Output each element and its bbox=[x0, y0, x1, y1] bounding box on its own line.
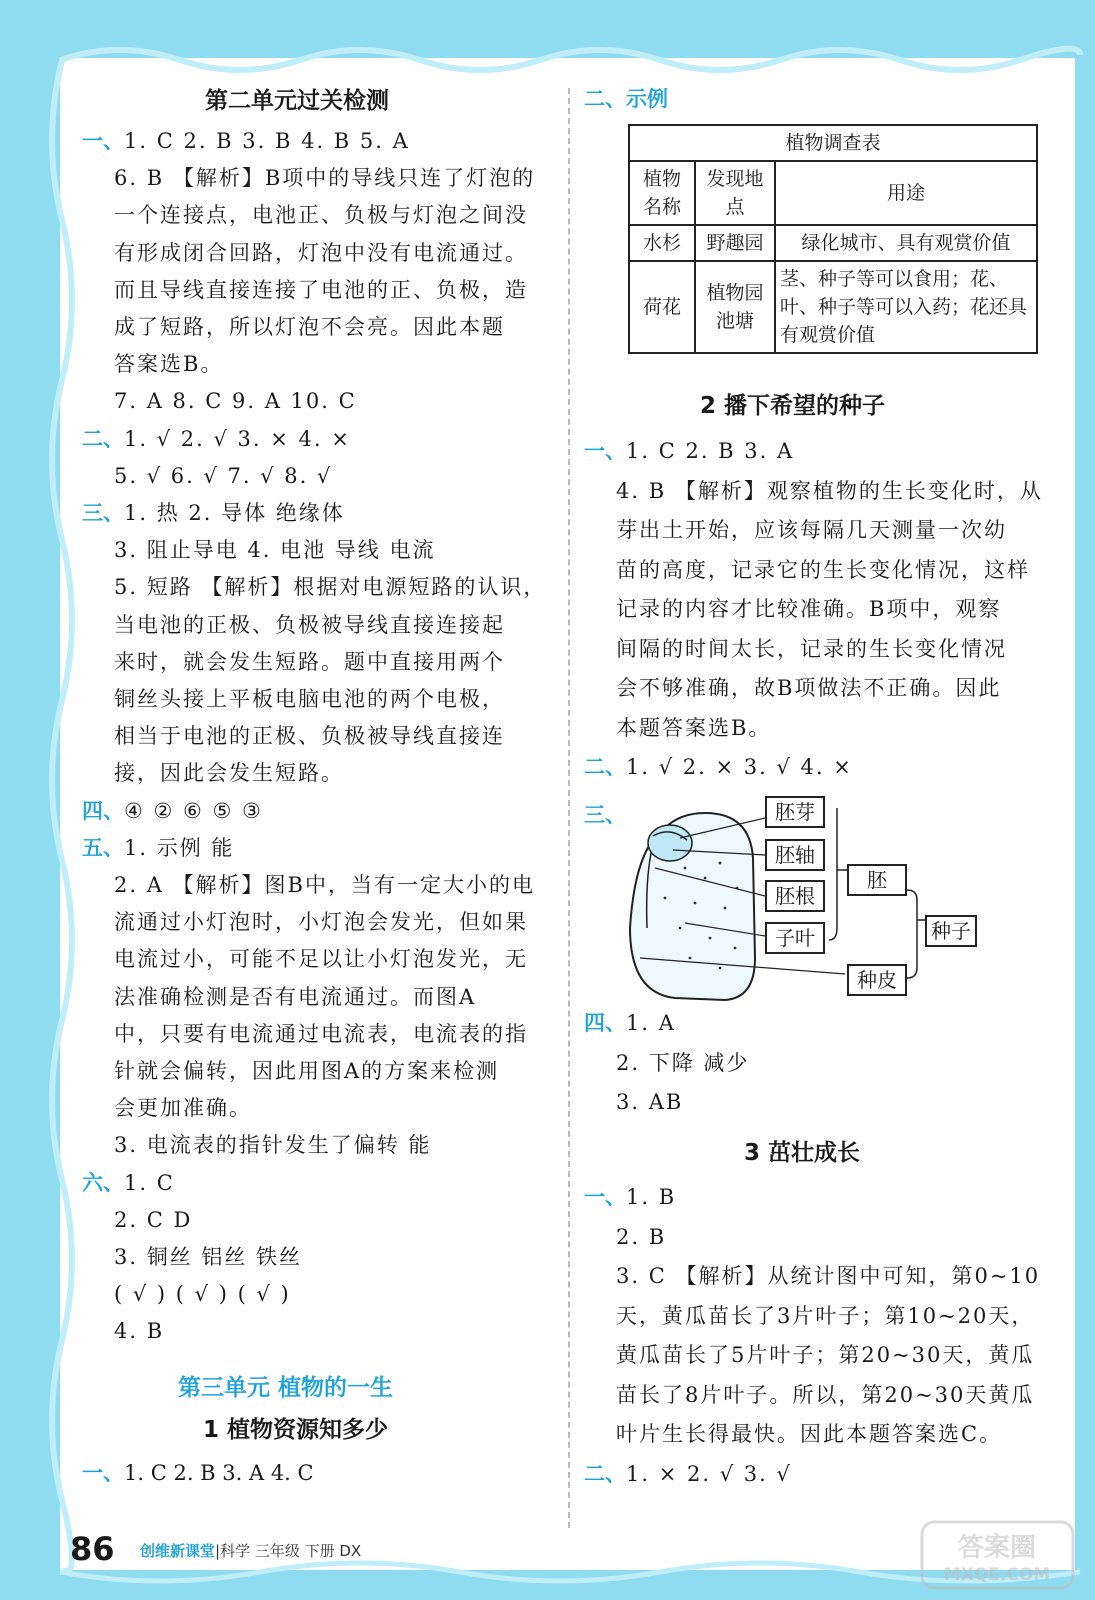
answer-text: 铜丝头接上平板电脑电池的两个电极， bbox=[114, 687, 505, 711]
answer-line bbox=[114, 163, 535, 193]
answer-line bbox=[114, 610, 505, 640]
plant-survey-table bbox=[628, 124, 1038, 354]
answer-text: 1. 热 2. 导体 绝缘体 bbox=[124, 501, 345, 525]
answer-text: 7. A 8. C 9. A 10. C bbox=[114, 389, 357, 414]
answer-text: 电流过小，可能不足以让小灯泡发光，无 bbox=[114, 947, 528, 972]
answer-text: 相当于电池的正极、负极被导线直接连 bbox=[114, 724, 505, 749]
answer-line bbox=[114, 535, 435, 565]
table-cell: 植物园池塘 bbox=[695, 261, 775, 353]
answer-line bbox=[114, 684, 505, 714]
answer-line bbox=[114, 275, 528, 305]
section-marker: 四、 bbox=[584, 1011, 626, 1035]
answer-text: 天，黄瓜苗长了3片叶子；第10~20天， bbox=[616, 1303, 1035, 1328]
answer-line bbox=[114, 1019, 528, 1049]
answer-line bbox=[114, 721, 505, 751]
answer-text: 1. C 2. B 3. A bbox=[626, 439, 795, 463]
section-marker: 二、 bbox=[82, 426, 124, 451]
example-label-text: 二、示例 bbox=[584, 87, 668, 111]
answer-line bbox=[616, 1222, 666, 1252]
section-marker: 一、 bbox=[82, 129, 124, 153]
answer-text: ④ ② ⑥ ⑤ ③ bbox=[124, 798, 263, 823]
answer-text: 记录的内容才比较准确。B项中，观察 bbox=[616, 597, 1002, 621]
answer-text: 3. C 【解析】从统计图中可知，第0~10 bbox=[616, 1264, 1041, 1288]
answer-text: 1. √ 2. × 3. √ 4. × bbox=[626, 755, 853, 779]
table-cell: 绿化城市、具有观赏价值 bbox=[775, 225, 1037, 261]
section-marker: 一、 bbox=[82, 1461, 124, 1485]
answer-line bbox=[114, 200, 528, 230]
watermark-logo bbox=[920, 1520, 1075, 1590]
answer-text: 1. √ 2. √ 3. × 4. × bbox=[124, 426, 351, 451]
answer-line bbox=[114, 907, 528, 937]
answer-line bbox=[616, 1340, 1034, 1370]
table-row bbox=[629, 261, 1037, 353]
lesson2-heading: 2 播下希望的种子 bbox=[700, 393, 886, 419]
table-row bbox=[629, 225, 1037, 261]
table-header: 植物名称 bbox=[629, 161, 695, 225]
answer-line bbox=[584, 436, 794, 466]
answer-line bbox=[114, 758, 344, 788]
answer-text: 2. B bbox=[616, 1224, 667, 1249]
answer-line bbox=[584, 1182, 676, 1212]
answer-text: 叶片生长得最快。因此本题答案选C。 bbox=[616, 1422, 1003, 1446]
section-marker: 一、 bbox=[584, 1185, 626, 1209]
answer-text: 会更加准确。 bbox=[114, 1096, 252, 1121]
unit-test-heading: 第二单元过关检测 bbox=[205, 88, 389, 114]
answer-text: 4. B bbox=[114, 1319, 165, 1344]
answer-line bbox=[82, 833, 234, 863]
answer-text: 来时，就会发生短路。题中直接用两个 bbox=[114, 649, 505, 674]
answer-text: 1. 示例 能 bbox=[124, 835, 235, 860]
seed-label-embryo: 胚 bbox=[847, 864, 907, 896]
answer-line bbox=[616, 1380, 1034, 1410]
table-title: 植物调查表 bbox=[629, 125, 1037, 161]
answer-line bbox=[616, 1261, 1040, 1291]
table-header: 发现地点 bbox=[695, 161, 775, 225]
page-number: 86 bbox=[70, 1530, 115, 1568]
answer-line bbox=[616, 555, 1030, 585]
answer-line bbox=[114, 349, 223, 379]
answer-text: 1. × 2. √ 3. √ bbox=[626, 1461, 792, 1486]
answer-line bbox=[114, 386, 357, 416]
answer-line bbox=[114, 1205, 192, 1235]
watermark-line2: MXQE.COM bbox=[943, 1565, 1051, 1585]
answer-line bbox=[114, 1242, 302, 1272]
answer-line bbox=[114, 461, 332, 491]
answer-text: 1. A bbox=[626, 1011, 676, 1035]
answer-text: 法准确检测是否有电流通过。而图A bbox=[114, 984, 477, 1009]
lesson3-heading: 3 茁壮成长 bbox=[744, 1140, 861, 1166]
answer-text: 3. 阻止导电 4. 电池 导线 电流 bbox=[114, 538, 436, 563]
lesson1-heading: 1 植物资源知多少 bbox=[203, 1417, 389, 1443]
answer-line bbox=[616, 1087, 683, 1117]
answer-text: 成了短路，所以灯泡不会亮。因此本题 bbox=[114, 315, 505, 339]
answer-line bbox=[114, 1093, 252, 1123]
section-marker: 四、 bbox=[82, 798, 124, 823]
footer-brand: 创维新课堂 bbox=[140, 1542, 216, 1560]
answer-text: 针就会偏转，因此用图A的方案来检测 bbox=[114, 1059, 500, 1083]
table-cell: 水杉 bbox=[629, 225, 695, 261]
answer-line bbox=[82, 796, 263, 826]
answer-line bbox=[584, 1459, 792, 1489]
section-marker: 三、 bbox=[82, 501, 124, 525]
answer-line bbox=[82, 1168, 175, 1198]
seed-label-seed: 种子 bbox=[925, 915, 977, 947]
seed-label-cotyledon: 子叶 bbox=[765, 922, 825, 954]
footer-info bbox=[140, 1540, 361, 1561]
answer-line bbox=[114, 982, 476, 1012]
seed-label-coat: 种皮 bbox=[847, 964, 907, 996]
answer-line bbox=[584, 752, 853, 782]
answer-line bbox=[114, 312, 505, 342]
section-marker: 二、 bbox=[584, 1461, 626, 1486]
answer-text: 1. C bbox=[124, 1170, 175, 1195]
answer-text: 2. 下降 减少 bbox=[616, 1050, 750, 1075]
answer-line bbox=[616, 1048, 749, 1078]
answer-line bbox=[616, 634, 1007, 664]
answer-line bbox=[616, 594, 1001, 624]
table-cell: 荷花 bbox=[629, 261, 695, 353]
answer-text: 苗的高度，记录它的生长变化情况，这样 bbox=[616, 557, 1030, 582]
footer-book-info: |科学 三年级 下册 DX bbox=[215, 1542, 362, 1560]
answer-text: 2. C D bbox=[114, 1207, 193, 1232]
answer-text: 有形成闭合回路，灯泡中没有电流通过。 bbox=[114, 240, 528, 265]
table-header: 用途 bbox=[775, 161, 1037, 225]
answer-text: 间隔的时间太长，记录的生长变化情况 bbox=[616, 636, 1007, 661]
answer-text: 一个连接点，电池正、负极与灯泡之间没 bbox=[114, 203, 528, 228]
table-cell: 野趣园 bbox=[695, 225, 775, 261]
answer-text: 1. B bbox=[626, 1185, 677, 1209]
answer-text: 6. B 【解析】B项中的导线只连了灯泡的 bbox=[114, 166, 536, 191]
answer-line bbox=[82, 424, 351, 454]
seed-label-plumule: 胚芽 bbox=[765, 796, 825, 828]
answer-text: 中，只要有电流通过电流表，电流表的指 bbox=[114, 1021, 528, 1046]
column-divider bbox=[568, 88, 570, 1528]
lesson1-answer-line bbox=[82, 1458, 314, 1488]
answer-text: 3. 铜丝 铝丝 铁丝 bbox=[114, 1245, 303, 1269]
answer-text: 5. 短路 【解析】根据对电源短路的认识， bbox=[114, 575, 547, 600]
answer-text: 3. AB bbox=[616, 1090, 684, 1114]
seed-label-hypocotyl: 胚轴 bbox=[765, 839, 825, 871]
section-marker: 六、 bbox=[82, 1170, 124, 1195]
answer-text: 接，因此会发生短路。 bbox=[114, 761, 344, 786]
answer-line bbox=[114, 1279, 291, 1309]
answer-text: 而且导线直接连接了电池的正、负极，造 bbox=[114, 277, 528, 302]
watermark-line1: 答案圈 bbox=[957, 1533, 1037, 1563]
answer-line bbox=[114, 1316, 164, 1346]
answer-line bbox=[616, 476, 1043, 506]
answer-line bbox=[114, 572, 546, 602]
answer-line bbox=[114, 1130, 431, 1160]
answer-line bbox=[114, 1056, 499, 1086]
answer-text: 2. A 【解析】图B中，当有一定大小的电 bbox=[114, 873, 535, 897]
answer-text: 流通过小灯泡时，小灯泡会发光，但如果 bbox=[114, 910, 528, 935]
answer-line bbox=[82, 498, 345, 528]
table-cell: 茎、种子等可以食用；花、叶、种子等可以入药；花还具有观赏价值 bbox=[775, 261, 1037, 353]
section-marker: 一、 bbox=[584, 439, 626, 463]
section-marker: 五、 bbox=[82, 835, 124, 860]
answer-text: 4. B 【解析】观察植物的生长变化时，从 bbox=[616, 478, 1043, 503]
answer-text: 苗长了8片叶子。所以，第20~30天黄瓜 bbox=[616, 1382, 1035, 1407]
seed-label-radicle: 胚根 bbox=[765, 880, 825, 912]
answer-line bbox=[114, 238, 528, 268]
answer-text: 答案选B。 bbox=[114, 352, 224, 377]
answer-line bbox=[584, 1008, 676, 1038]
answer-line bbox=[82, 126, 410, 156]
unit-three-heading: 第三单元 植物的一生 bbox=[178, 1375, 394, 1401]
section-marker: 三、 bbox=[584, 803, 626, 827]
answer-text: 1. C 2. B 3. A 4. C bbox=[124, 1461, 314, 1485]
answer-line bbox=[616, 673, 1001, 703]
answer-line bbox=[114, 870, 535, 900]
answer-line bbox=[114, 647, 505, 677]
answer-text: 5. √ 6. √ 7. √ 8. √ bbox=[114, 463, 333, 488]
answer-text: 黄瓜苗长了5片叶子；第20~30天，黄瓜 bbox=[616, 1343, 1035, 1367]
example-label bbox=[584, 84, 668, 114]
answer-text: 芽出土开始，应该每隔几天测量一次幼 bbox=[616, 518, 1007, 542]
answer-line bbox=[616, 1301, 1034, 1331]
answer-line bbox=[616, 713, 771, 743]
diagram-section-label bbox=[584, 800, 626, 830]
answer-text: 本题答案选B。 bbox=[616, 715, 772, 740]
answer-text: 当电池的正极、负极被导线直接连接起 bbox=[114, 612, 505, 637]
answer-line bbox=[616, 515, 1007, 545]
answer-text: 3. 电流表的指针发生了偏转 能 bbox=[114, 1133, 432, 1158]
answer-text: ( √ ) ( √ ) ( √ ) bbox=[114, 1282, 291, 1307]
answer-text: 会不够准确，故B项做法不正确。因此 bbox=[616, 676, 1002, 700]
answer-line bbox=[114, 944, 528, 974]
section-marker: 二、 bbox=[584, 755, 626, 779]
answer-text: 1. C 2. B 3. B 4. B 5. A bbox=[124, 129, 410, 153]
answer-line bbox=[616, 1419, 1002, 1449]
